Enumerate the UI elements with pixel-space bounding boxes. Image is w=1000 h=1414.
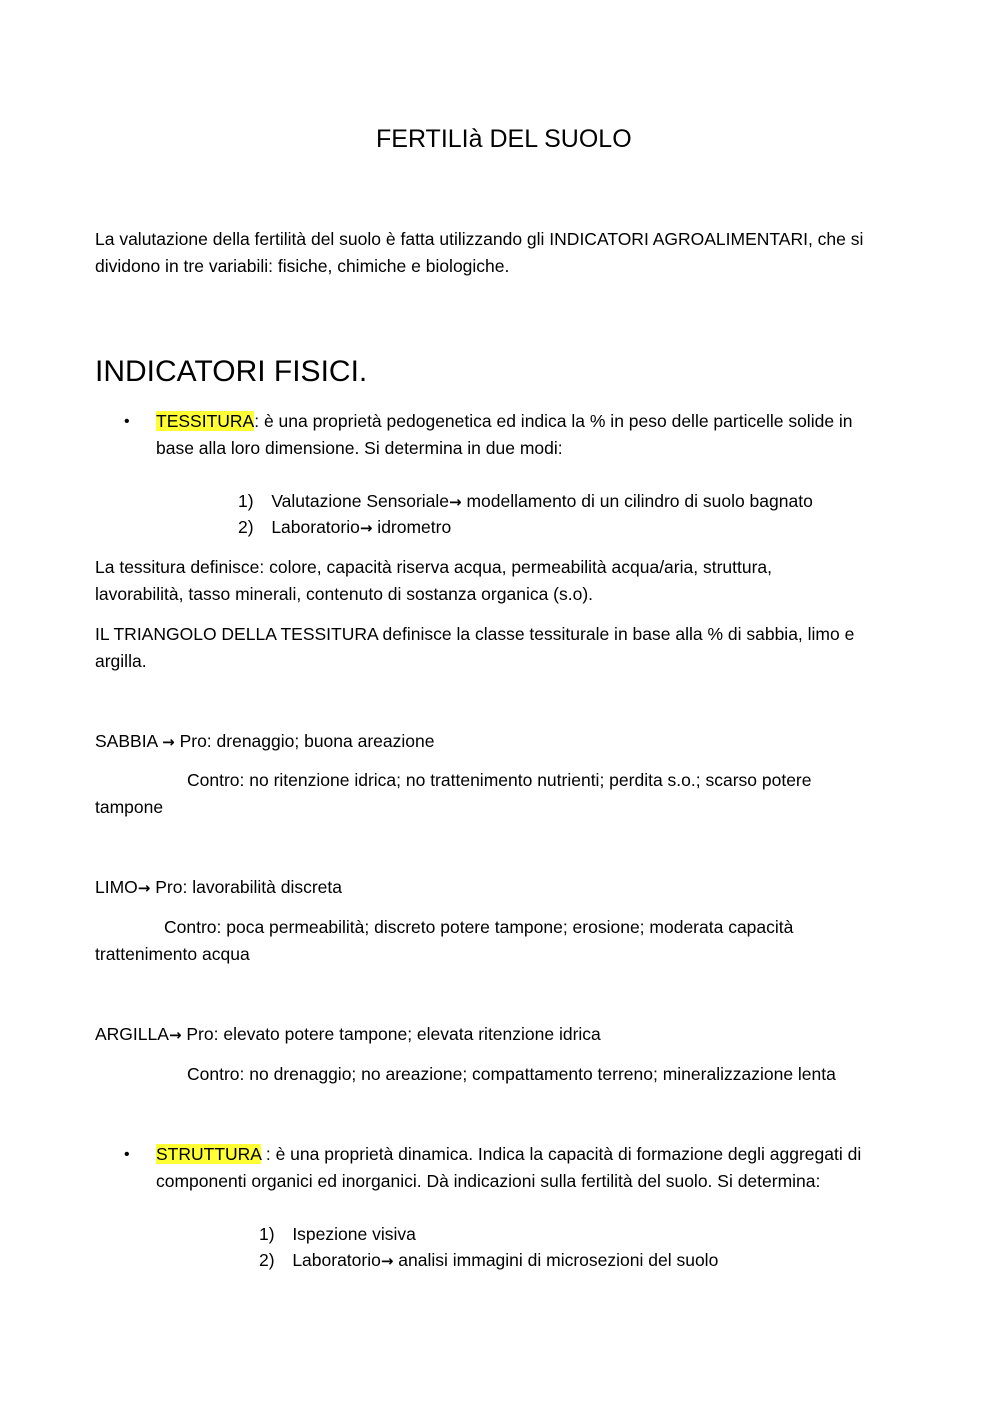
definisce-line-2: lavorabilità, tasso minerali, contenuto di sostanza organica (s.o). — [95, 584, 594, 604]
arrow-icon: → — [137, 879, 151, 897]
tessitura-text: : è una proprietà pedogenetica ed indica la % in peso delle particelle solide in — [254, 411, 853, 431]
page-title: FERTILIà DEL SUOLO — [376, 125, 632, 153]
bullet-icon: • — [124, 413, 130, 430]
sabbia-contro-line-1: Contro: no ritenzione idrica; no trattenimento nutrienti; perdita s.o.; scarso potere — [187, 770, 812, 790]
tessitura-method-2 — [238, 514, 451, 542]
tessitura-term: TESSITURA — [156, 411, 255, 431]
intro-line-2: dividono in tre variabili: fisiche, chimiche e biologiche. — [95, 256, 510, 276]
method-name: Ispezione visiva — [292, 1224, 416, 1244]
struttura-method-2 — [259, 1247, 718, 1275]
struttura-term: STRUTTURA — [156, 1144, 261, 1164]
argilla-pro — [95, 1021, 601, 1049]
tessitura-line-1 — [156, 408, 853, 435]
sabbia-pro-text: Pro: drenaggio; buona areazione — [174, 731, 435, 751]
struttura-method-1 — [259, 1221, 416, 1248]
definisce-line-1: La tessitura definisce: colore, capacità riserva acqua, permeabilità acqua/aria, struttura, — [95, 557, 773, 577]
struttura-line-1 — [156, 1141, 861, 1168]
limo-pro — [95, 874, 342, 902]
method-name: Valutazione Sensoriale — [271, 491, 450, 511]
list-number: 2) — [259, 1250, 275, 1270]
section-heading: INDICATORI FISICI. — [95, 355, 368, 388]
arrow-icon: → — [380, 1252, 394, 1270]
intro-line-1: La valutazione della fertilità del suolo è fatta utilizzando gli INDICATORI AGROALIMENTARI, che si — [95, 229, 864, 249]
arrow-icon: → — [359, 519, 373, 537]
method-desc: modellamento di un cilindro di suolo bagnato — [461, 491, 813, 511]
limo-label: LIMO — [95, 877, 138, 897]
struttura-line-2: componenti organici ed inorganici. Dà indicazioni sulla fertilità del suolo. Si determina: — [156, 1171, 821, 1191]
tessitura-line-2: base alla loro dimensione. Si determina in due modi: — [156, 438, 563, 458]
sabbia-contro-line-2: tampone — [95, 797, 164, 817]
arrow-icon: → — [449, 493, 462, 511]
limo-contro-line-1: Contro: poca permeabilità; discreto potere tampone; erosione; moderata capacità — [164, 917, 794, 937]
struttura-text: : è una proprietà dinamica. Indica la capacità di formazione degli aggregati di — [261, 1144, 862, 1164]
triangolo-line-2: argilla. — [95, 651, 147, 671]
list-number: 2) — [238, 517, 254, 537]
arrow-icon: → — [168, 1026, 182, 1044]
method-name: Laboratorio — [271, 517, 360, 537]
sabbia-label: SABBIA — [95, 731, 163, 751]
limo-contro-line-2: trattenimento acqua — [95, 944, 250, 964]
bullet-icon: • — [124, 1146, 130, 1163]
argilla-label: ARGILLA — [95, 1024, 169, 1044]
argilla-contro-line-1: Contro: no drenaggio; no areazione; compattamento terreno; mineralizzazione lenta — [187, 1064, 836, 1084]
argilla-pro-text: Pro: elevato potere tampone; elevata ritenzione idrica — [181, 1024, 601, 1044]
method-name: Laboratorio — [292, 1250, 381, 1270]
list-number: 1) — [259, 1224, 275, 1244]
method-desc: analisi immagini di microsezioni del suolo — [393, 1250, 719, 1270]
sabbia-pro — [95, 728, 434, 756]
tessitura-method-1 — [238, 488, 813, 516]
triangolo-line-1: IL TRIANGOLO DELLA TESSITURA definisce la classe tessiturale in base alla % di sabbia, limo e — [95, 624, 855, 644]
limo-pro-text: Pro: lavorabilità discreta — [150, 877, 342, 897]
method-desc: idrometro — [372, 517, 452, 537]
list-number: 1) — [238, 491, 254, 511]
arrow-icon: → — [162, 733, 175, 751]
